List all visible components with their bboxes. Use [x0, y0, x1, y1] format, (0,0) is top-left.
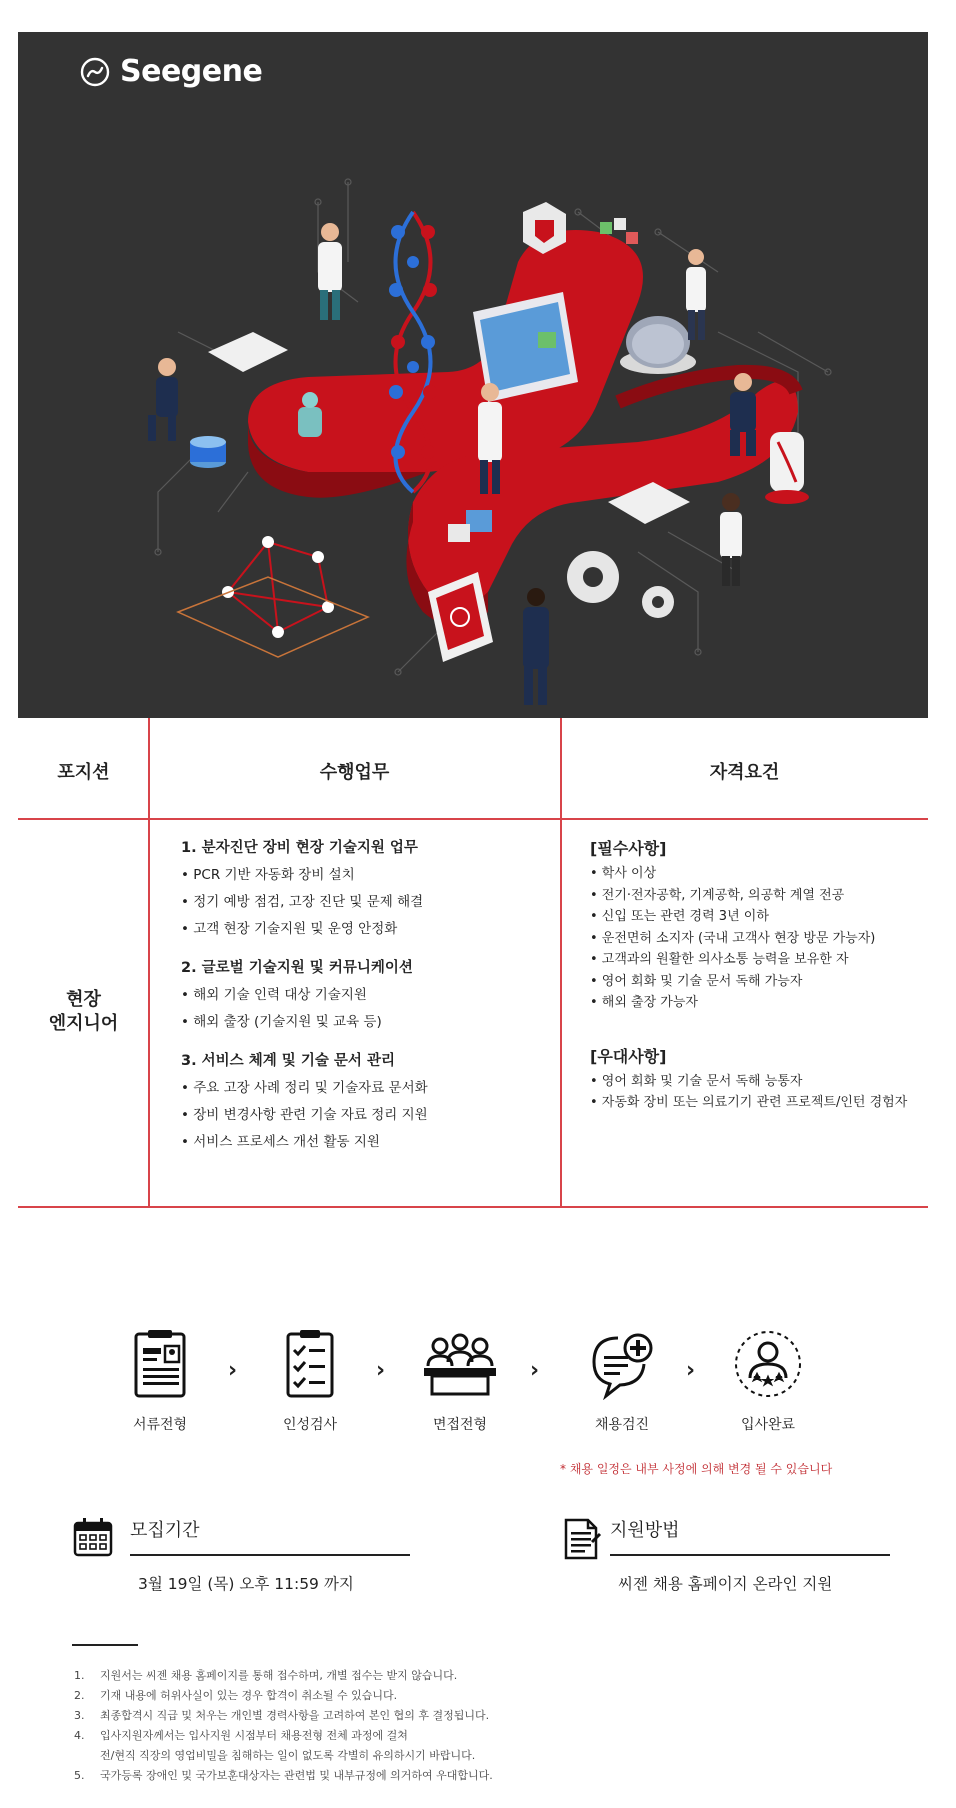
duty-item: • 주요 고장 사례 정리 및 기술자료 문서화 — [181, 1080, 428, 1096]
preferred-title: [우대사항] — [590, 1046, 667, 1066]
process-step — [390, 1328, 530, 1434]
process-step-label: 입사완료 — [740, 1417, 796, 1433]
table-divider — [148, 718, 150, 1208]
interview-icon — [420, 1328, 500, 1400]
duty-item: • 서비스 프로세스 개선 활동 지원 — [181, 1134, 380, 1150]
job-table — [18, 718, 928, 1208]
required-title: [필수사항] — [590, 839, 667, 858]
process-step — [552, 1328, 692, 1434]
process-step — [698, 1328, 838, 1434]
required-item: • 신입 또는 관련 경력 3년 이하 — [590, 909, 769, 924]
preferred-item: • 영어 회화 및 기술 문서 독해 능통자 — [590, 1073, 803, 1089]
duty-item: • 정기 예방 점검, 고장 진단 및 문제 해결 — [181, 894, 424, 910]
footnote-rule — [72, 1644, 138, 1646]
required-item: • 해외 출장 가능자 — [590, 995, 698, 1010]
table-bottom-rule — [18, 1206, 928, 1208]
footnote: 4. 입사지원자께서는 입사지원 시점부터 채용전형 전체 과정에 걸쳐 — [74, 1729, 408, 1742]
footnote: 전/현직 직장의 영업비밀을 침해하는 일이 없도록 각별히 유의하시기 바랍니다. — [100, 1749, 476, 1762]
schedule-notice: * 채용 일정은 내부 사정에 의해 변경 될 수 있습니다 — [560, 1462, 833, 1476]
process-step — [240, 1328, 380, 1434]
process-arrow: › — [686, 1358, 696, 1383]
recruit-period-value: 3월 19일 (목) 오후 11:59 까지 — [138, 1575, 354, 1593]
footnotes — [74, 1666, 894, 1786]
process-step — [90, 1328, 230, 1434]
process-arrow: › — [530, 1358, 540, 1383]
duties-list — [181, 836, 561, 1169]
document-icon — [560, 1516, 602, 1562]
table-header-rule — [18, 818, 928, 820]
header-requirements: 자격요건 — [709, 762, 780, 783]
process-arrow: › — [376, 1358, 386, 1383]
seegene-logo-icon — [80, 57, 110, 87]
duty-group — [181, 836, 561, 938]
footnote: 3. 최종합격시 직급 및 처우는 개인별 경력사항을 고려하여 본인 협의 후 결정됩니다. — [74, 1709, 490, 1722]
calendar-icon — [72, 1516, 114, 1558]
hero-banner — [18, 32, 928, 718]
process-step-label: 서류전형 — [132, 1417, 188, 1433]
process-step-label: 면접전형 — [432, 1417, 488, 1433]
brand-name: Seegene — [120, 54, 263, 89]
medical-check-icon — [586, 1328, 658, 1400]
required-item: • 영어 회화 및 기술 문서 독해 가능자 — [590, 973, 803, 989]
process-step-label: 채용검진 — [594, 1417, 650, 1433]
duty-group-title: 2. 글로벌 기술지원 및 커뮤니케이션 — [181, 960, 413, 976]
hiring-process — [0, 1328, 956, 1433]
header-position: 포지션 — [57, 762, 110, 783]
brand-logo — [80, 54, 262, 89]
checklist-icon — [280, 1328, 340, 1400]
duty-group-title: 3. 서비스 체계 및 기술 문서 관리 — [181, 1053, 395, 1069]
process-arrow: › — [228, 1358, 238, 1383]
process-step-label: 인성검사 — [282, 1417, 338, 1433]
required-item: • 운전면허 소지자 (국내 고객사 현장 방문 가능자) — [590, 930, 876, 946]
apply-method-value: 씨젠 채용 홈페이지 온라인 지원 — [618, 1575, 833, 1593]
duty-item: • 장비 변경사항 관련 기술 자료 정리 지원 — [181, 1107, 428, 1123]
duty-group — [181, 956, 561, 1031]
position-name: 현장 엔지니어 — [48, 989, 119, 1034]
apply-method-title: 지원방법 — [610, 1520, 680, 1541]
duty-item: • 해외 출장 (기술지원 및 교육 등) — [181, 1014, 382, 1030]
requirements-list — [590, 836, 920, 1114]
duty-group — [181, 1049, 561, 1151]
welcome-icon — [732, 1328, 804, 1400]
header-duties: 수행업무 — [319, 762, 390, 783]
duty-group-title: 1. 분자진단 장비 현장 기술지원 업무 — [181, 840, 418, 856]
spacer — [590, 1014, 920, 1044]
hero-illustration — [18, 32, 928, 718]
preferred-item: • 자동화 장비 또는 의료기기 관련 프로젝트/인턴 경험자 — [590, 1095, 908, 1110]
required-item: • 학사 이상 — [590, 866, 657, 881]
recruit-period-title: 모집기간 — [130, 1520, 200, 1541]
duty-item: • 해외 기술 인력 대상 기술지원 — [181, 987, 367, 1003]
duty-item: • PCR 기반 자동화 장비 설치 — [181, 867, 355, 883]
footnote: 5. 국가등록 장애인 및 국가보훈대상자는 관련법 및 내부규정에 의거하여 우대합니다. — [74, 1769, 493, 1782]
divider — [610, 1554, 890, 1556]
duty-item: • 고객 현장 기술지원 및 운영 안정화 — [181, 921, 398, 937]
resume-icon — [130, 1328, 190, 1400]
footnote: 1. 지원서는 씨젠 채용 홈페이지를 통해 접수하며, 개별 접수는 받지 않습니다. — [74, 1669, 458, 1682]
required-item: • 고객과의 원활한 의사소통 능력을 보유한 자 — [590, 952, 849, 967]
required-item: • 전기·전자공학, 기계공학, 의공학 계열 전공 — [590, 887, 845, 903]
footnote: 2. 기재 내용에 허위사실이 있는 경우 합격이 취소될 수 있습니다. — [74, 1689, 398, 1702]
divider — [130, 1554, 410, 1556]
